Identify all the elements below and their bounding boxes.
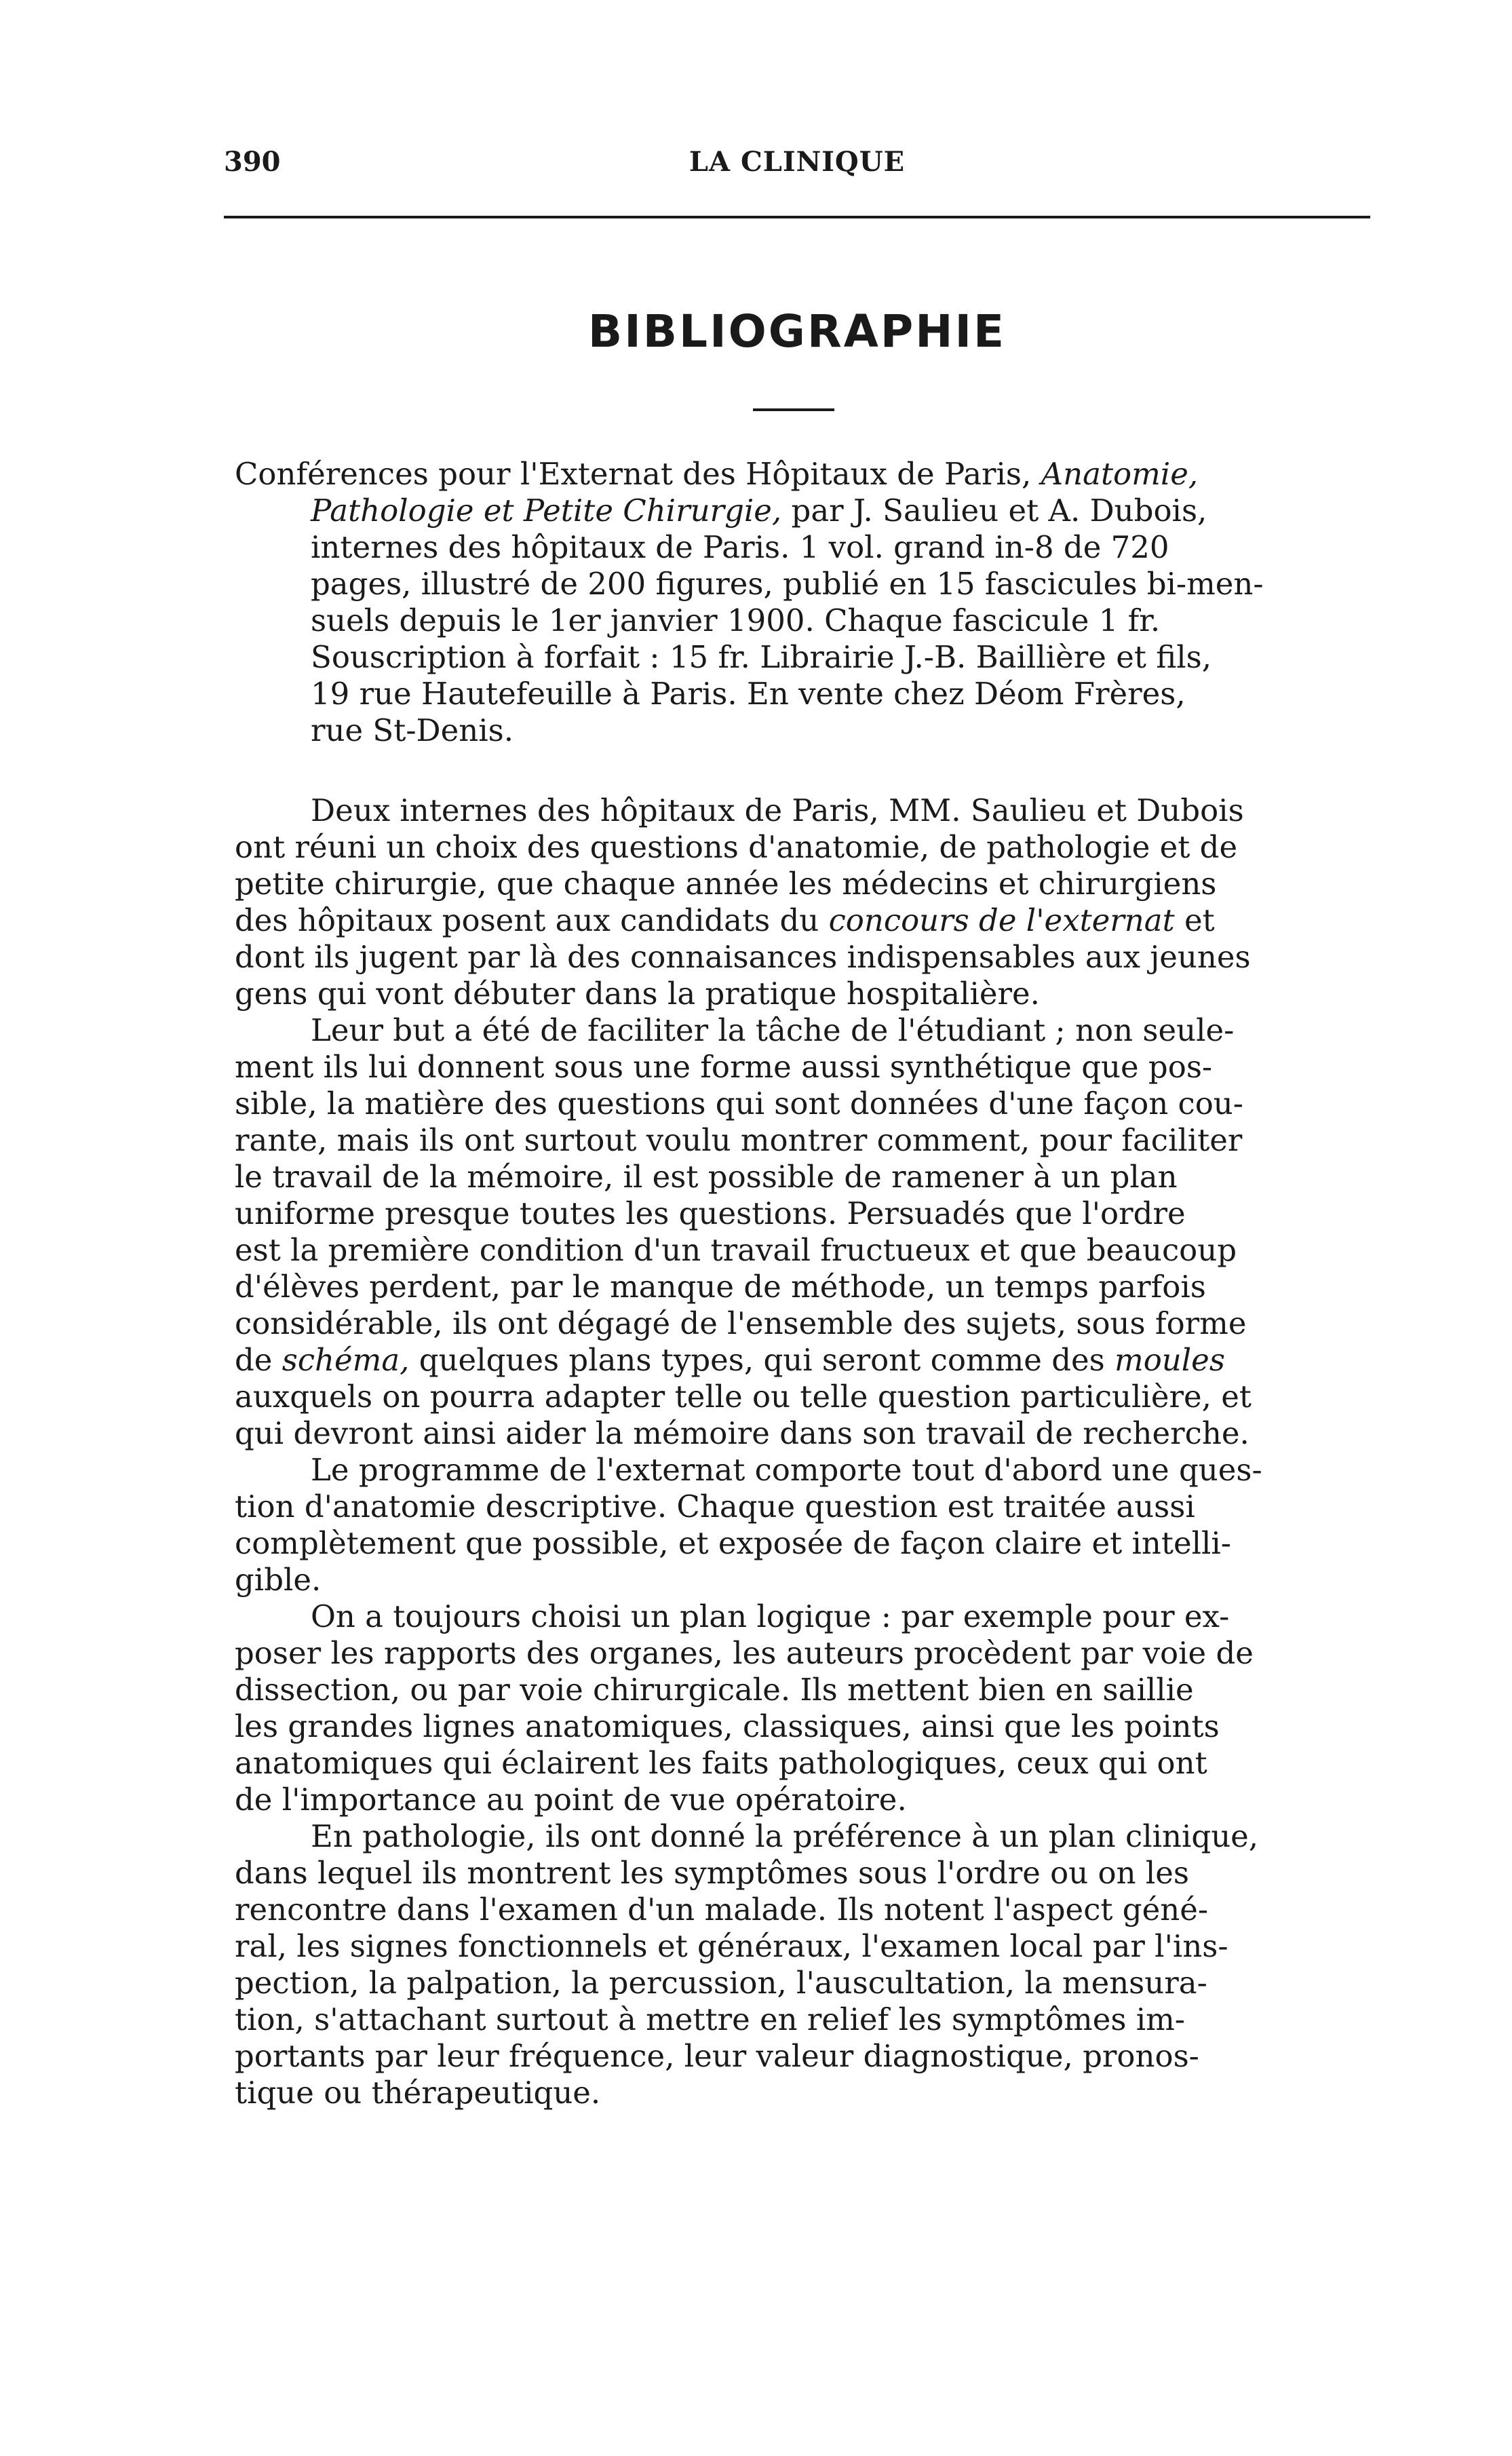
paragraph-line (235, 1489, 1361, 1525)
citation-line (235, 712, 1361, 749)
text: est la première condition d'un travail fructueux et que beaucoup (235, 1232, 1237, 1268)
text: d'élèves perdent, par le manque de méthode, un temps parfois (235, 1269, 1206, 1305)
running-title: LA CLINIQUE (689, 146, 906, 178)
text: gens qui vont débuter dans la pratique hospitalière. (235, 976, 1040, 1012)
paragraph-line (235, 792, 1361, 829)
citation-line (235, 602, 1361, 639)
paragraph-line (235, 2075, 1361, 2111)
paragraph (235, 1012, 1361, 1452)
citation-line (235, 676, 1361, 712)
citation-segment: suels depuis le 1er janvier 1900. Chaque fascicule 1 fr. (311, 602, 1161, 638)
text: anatomiques qui éclairent les faits pathologiques, ceux qui ont (235, 1745, 1207, 1781)
text: ment ils lui donnent sous une forme aussi synthétique que pos- (235, 1049, 1213, 1085)
text: dont ils jugent par là des connaisances indispensables aux jeunes (235, 939, 1251, 975)
paragraph-line (235, 1672, 1361, 1708)
citation-line (235, 529, 1361, 566)
text: tion d'anatomie descriptive. Chaque question est traitée aussi (235, 1489, 1195, 1524)
paragraph-line (235, 1232, 1361, 1269)
paragraph-line (235, 1195, 1361, 1232)
citation-line (235, 639, 1361, 676)
paragraph-line (235, 1122, 1361, 1159)
paragraph-line (235, 1855, 1361, 1892)
text: sible, la matière des questions qui sont données d'une façon cou- (235, 1086, 1243, 1121)
text: et (1174, 902, 1215, 938)
citation-segment: Anatomie, (1041, 456, 1199, 492)
citation-line (235, 456, 1361, 493)
paragraph-line (235, 866, 1361, 902)
paragraph (235, 1452, 1361, 1598)
text: uniforme presque toutes les questions. Persuadés que l'ordre (235, 1195, 1186, 1231)
paragraph-line (235, 1049, 1361, 1086)
header-rule (224, 216, 1370, 218)
paragraph-line (235, 1928, 1361, 1965)
citation-segment: internes des hôpitaux de Paris. 1 vol. grand in-8 de 720 (311, 529, 1169, 565)
citation-segment: 19 rue Hautefeuille à Paris. En vente chez Déom Frères, (311, 676, 1186, 712)
citation-segment: pages, illustré de 200 figures, publié en 15 fascicules bi-men- (311, 566, 1264, 602)
paragraph-line (235, 1012, 1361, 1049)
paragraph-line (235, 1635, 1361, 1672)
citation-segment: Conférences pour l'Externat des Hôpitaux de Paris, (235, 456, 1041, 492)
text: gible. (235, 1562, 322, 1598)
text: considérable, ils ont dégagé de l'ensemble des sujets, sous forme (235, 1305, 1247, 1341)
text: les grandes lignes anatomiques, classiques, ainsi que les points (235, 1708, 1220, 1744)
paragraph-line (235, 1562, 1361, 1598)
section-divider (753, 408, 834, 411)
text: ral, les signes fonctionnels et généraux, l'examen local par l'ins- (235, 1928, 1228, 1964)
text: dans lequel ils montrent les symptômes sous l'ordre ou on les (235, 1855, 1190, 1891)
text: auxquels on pourra adapter telle ou telle question particulière, et (235, 1379, 1252, 1415)
italic-text: concours de l'externat (828, 902, 1175, 938)
citation-segment: par J. Saulieu et A. Dubois, (781, 493, 1207, 529)
text: rante, mais ils ont surtout voulu montrer comment, pour faciliter (235, 1122, 1243, 1158)
paragraph-line (235, 1452, 1361, 1489)
paragraph-line (235, 1086, 1361, 1122)
text: pection, la palpation, la percussion, l'auscultation, la mensura- (235, 1965, 1207, 2001)
text: Le programme de l'externat comporte tout d'abord une ques- (311, 1452, 1262, 1488)
paragraph-line (235, 1379, 1361, 1415)
text: portants par leur fréquence, leur valeur diagnostique, pronos- (235, 2038, 1199, 2074)
paragraph-line (235, 2001, 1361, 2038)
section-title: BIBLIOGRAPHIE (587, 305, 1007, 358)
paragraph-line (235, 1818, 1361, 1855)
paragraph-line (235, 1782, 1361, 1818)
text: On a toujours choisi un plan logique : par exemple pour ex- (311, 1598, 1230, 1634)
paragraph-line (235, 939, 1361, 976)
paragraph-line (235, 1745, 1361, 1782)
paragraph-line (235, 976, 1361, 1012)
citation-segment: Souscription à forfait : 15 fr. Librairie J.-B. Baillière et fils, (311, 639, 1212, 675)
text: En pathologie, ils ont donné la préférence à un plan clinique, (311, 1818, 1259, 1854)
paragraph-line (235, 1598, 1361, 1635)
paragraph-line (235, 1342, 1361, 1379)
citation-line (235, 566, 1361, 602)
paragraph-line (235, 829, 1361, 866)
text: Deux internes des hôpitaux de Paris, MM. Saulieu et Dubois (311, 792, 1244, 828)
page-number: 390 (224, 146, 281, 178)
paragraph-line (235, 1305, 1361, 1342)
text: des hôpitaux posent aux candidats du (235, 902, 829, 938)
text: de l'importance au point de vue opératoire. (235, 1782, 907, 1818)
page-header (224, 146, 1370, 187)
citation-segment: rue St-Denis. (311, 712, 514, 748)
paragraph-line (235, 1415, 1361, 1452)
paragraph-line (235, 1892, 1361, 1928)
italic-text: moules (1114, 1342, 1225, 1378)
review-body (235, 792, 1361, 2111)
text: ont réuni un choix des questions d'anatomie, de pathologie et de (235, 829, 1238, 865)
italic-text: schéma, (282, 1342, 410, 1378)
text: quelques plans types, qui seront comme des (409, 1342, 1115, 1378)
citation-line (235, 493, 1361, 529)
paragraph-line (235, 1965, 1361, 2001)
text: complètement que possible, et exposée de façon claire et intelli- (235, 1525, 1231, 1561)
text: tion, s'attachant surtout à mettre en relief les symptômes im- (235, 2001, 1185, 2037)
paragraph-line (235, 1269, 1361, 1305)
text: poser les rapports des organes, les auteurs procèdent par voie de (235, 1635, 1254, 1671)
text: Leur but a été de faciliter la tâche de l'étudiant ; non seule- (311, 1012, 1235, 1048)
paragraph (235, 792, 1361, 1012)
paragraph-line (235, 902, 1361, 939)
text: de (235, 1342, 282, 1378)
bibliographic-citation (235, 456, 1361, 749)
text: dissection, ou par voie chirurgicale. Ils mettent bien en saillie (235, 1672, 1194, 1708)
paragraph (235, 1598, 1361, 1818)
text: qui devront ainsi aider la mémoire dans son travail de recherche. (235, 1415, 1249, 1451)
text: le travail de la mémoire, il est possible de ramener à un plan (235, 1159, 1178, 1195)
paragraph (235, 1818, 1361, 2111)
text: rencontre dans l'examen d'un malade. Ils notent l'aspect géné- (235, 1892, 1209, 1927)
paragraph-line (235, 1708, 1361, 1745)
citation-segment: Pathologie et Petite Chirurgie, (311, 493, 782, 529)
text: petite chirurgie, que chaque année les médecins et chirurgiens (235, 866, 1217, 902)
text: tique ou thérapeutique. (235, 2075, 601, 2111)
paragraph-line (235, 1159, 1361, 1195)
paragraph-line (235, 2038, 1361, 2075)
paragraph-line (235, 1525, 1361, 1562)
